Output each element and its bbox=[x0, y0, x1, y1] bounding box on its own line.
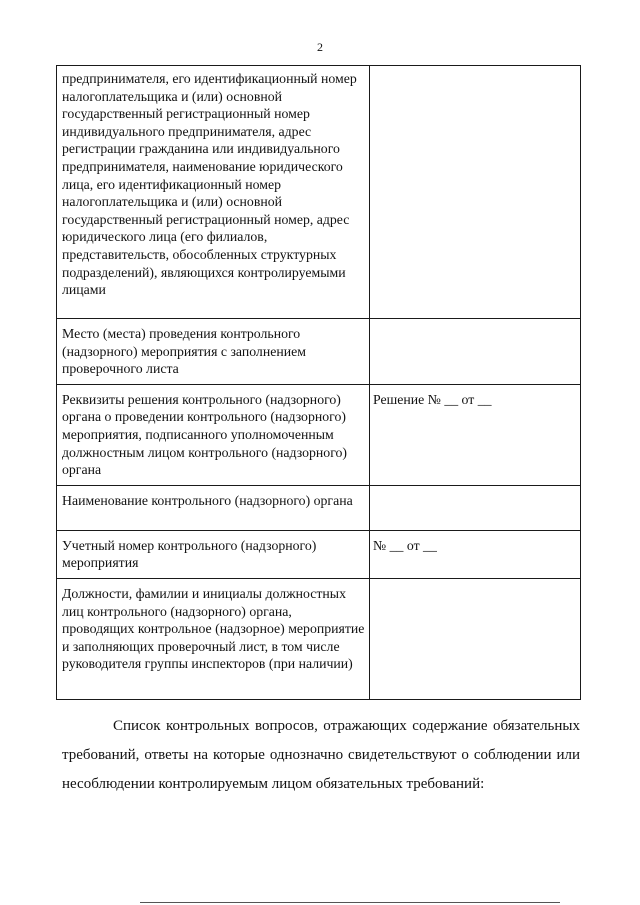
table-row-inspectors bbox=[57, 578, 581, 699]
row-label: Учетный номер контрольного (надзорного) мероприятия bbox=[57, 530, 370, 578]
page-number: 2 bbox=[317, 40, 323, 54]
row-label: Наименование контрольного (надзорного) органа bbox=[57, 485, 370, 530]
row-value-cell bbox=[370, 485, 581, 530]
row-label: Место (места) проведения контрольного (надзорного) мероприятия с заполнением проверочного листа bbox=[57, 319, 370, 385]
table-row-inspection-location bbox=[57, 319, 581, 385]
table-row-authority-name bbox=[57, 485, 581, 530]
row-value-cell bbox=[370, 319, 581, 385]
scan-edge-line bbox=[140, 902, 560, 903]
row-label: Должности, фамилии и инициалы должностных лиц контрольного (надзорного) органа, проводящих контрольное (надзорное) мероприятие и заполняющих проверочный лист, в том числе руководителя группы инспекторов (при наличии) bbox=[57, 578, 370, 699]
decision-number-value: Решение № __ от __ bbox=[370, 384, 581, 485]
table-row-decision-details bbox=[57, 384, 581, 485]
checklist-details-table bbox=[56, 65, 581, 700]
table-row-registration-number bbox=[57, 530, 581, 578]
row-label: предпринимателя, его идентификационный номер налогоплательщика и (или) основной государственный регистрационный номер индивидуального предпринимателя, адрес регистрации гражданина или индивидуального предпринимателя, наименование юридического лица, его идентификационный номер налогоплательщика и (или) основной государственный регистрационный номер, адрес юридического лица (его филиалов, представительств, обособленных структурных подразделений), являющихся контролируемыми лицами bbox=[57, 66, 370, 319]
row-value-cell bbox=[370, 66, 581, 319]
table-row-controlled-person-details bbox=[57, 66, 581, 319]
row-label: Реквизиты решения контрольного (надзорного) органа о проведении контрольного (надзорного) мероприятия, подписанного уполномоченным должностным лицом контрольного (надзорного) органа bbox=[57, 384, 370, 485]
row-value-cell bbox=[370, 578, 581, 699]
registration-number-value: № __ от __ bbox=[370, 530, 581, 578]
checklist-intro-paragraph: Список контрольных вопросов, отражающих содержание обязательных требований, ответы на которые однозначно свидетельствуют о соблюдении или несоблюдении контролируемым лицом обязательных требований: bbox=[62, 718, 580, 792]
